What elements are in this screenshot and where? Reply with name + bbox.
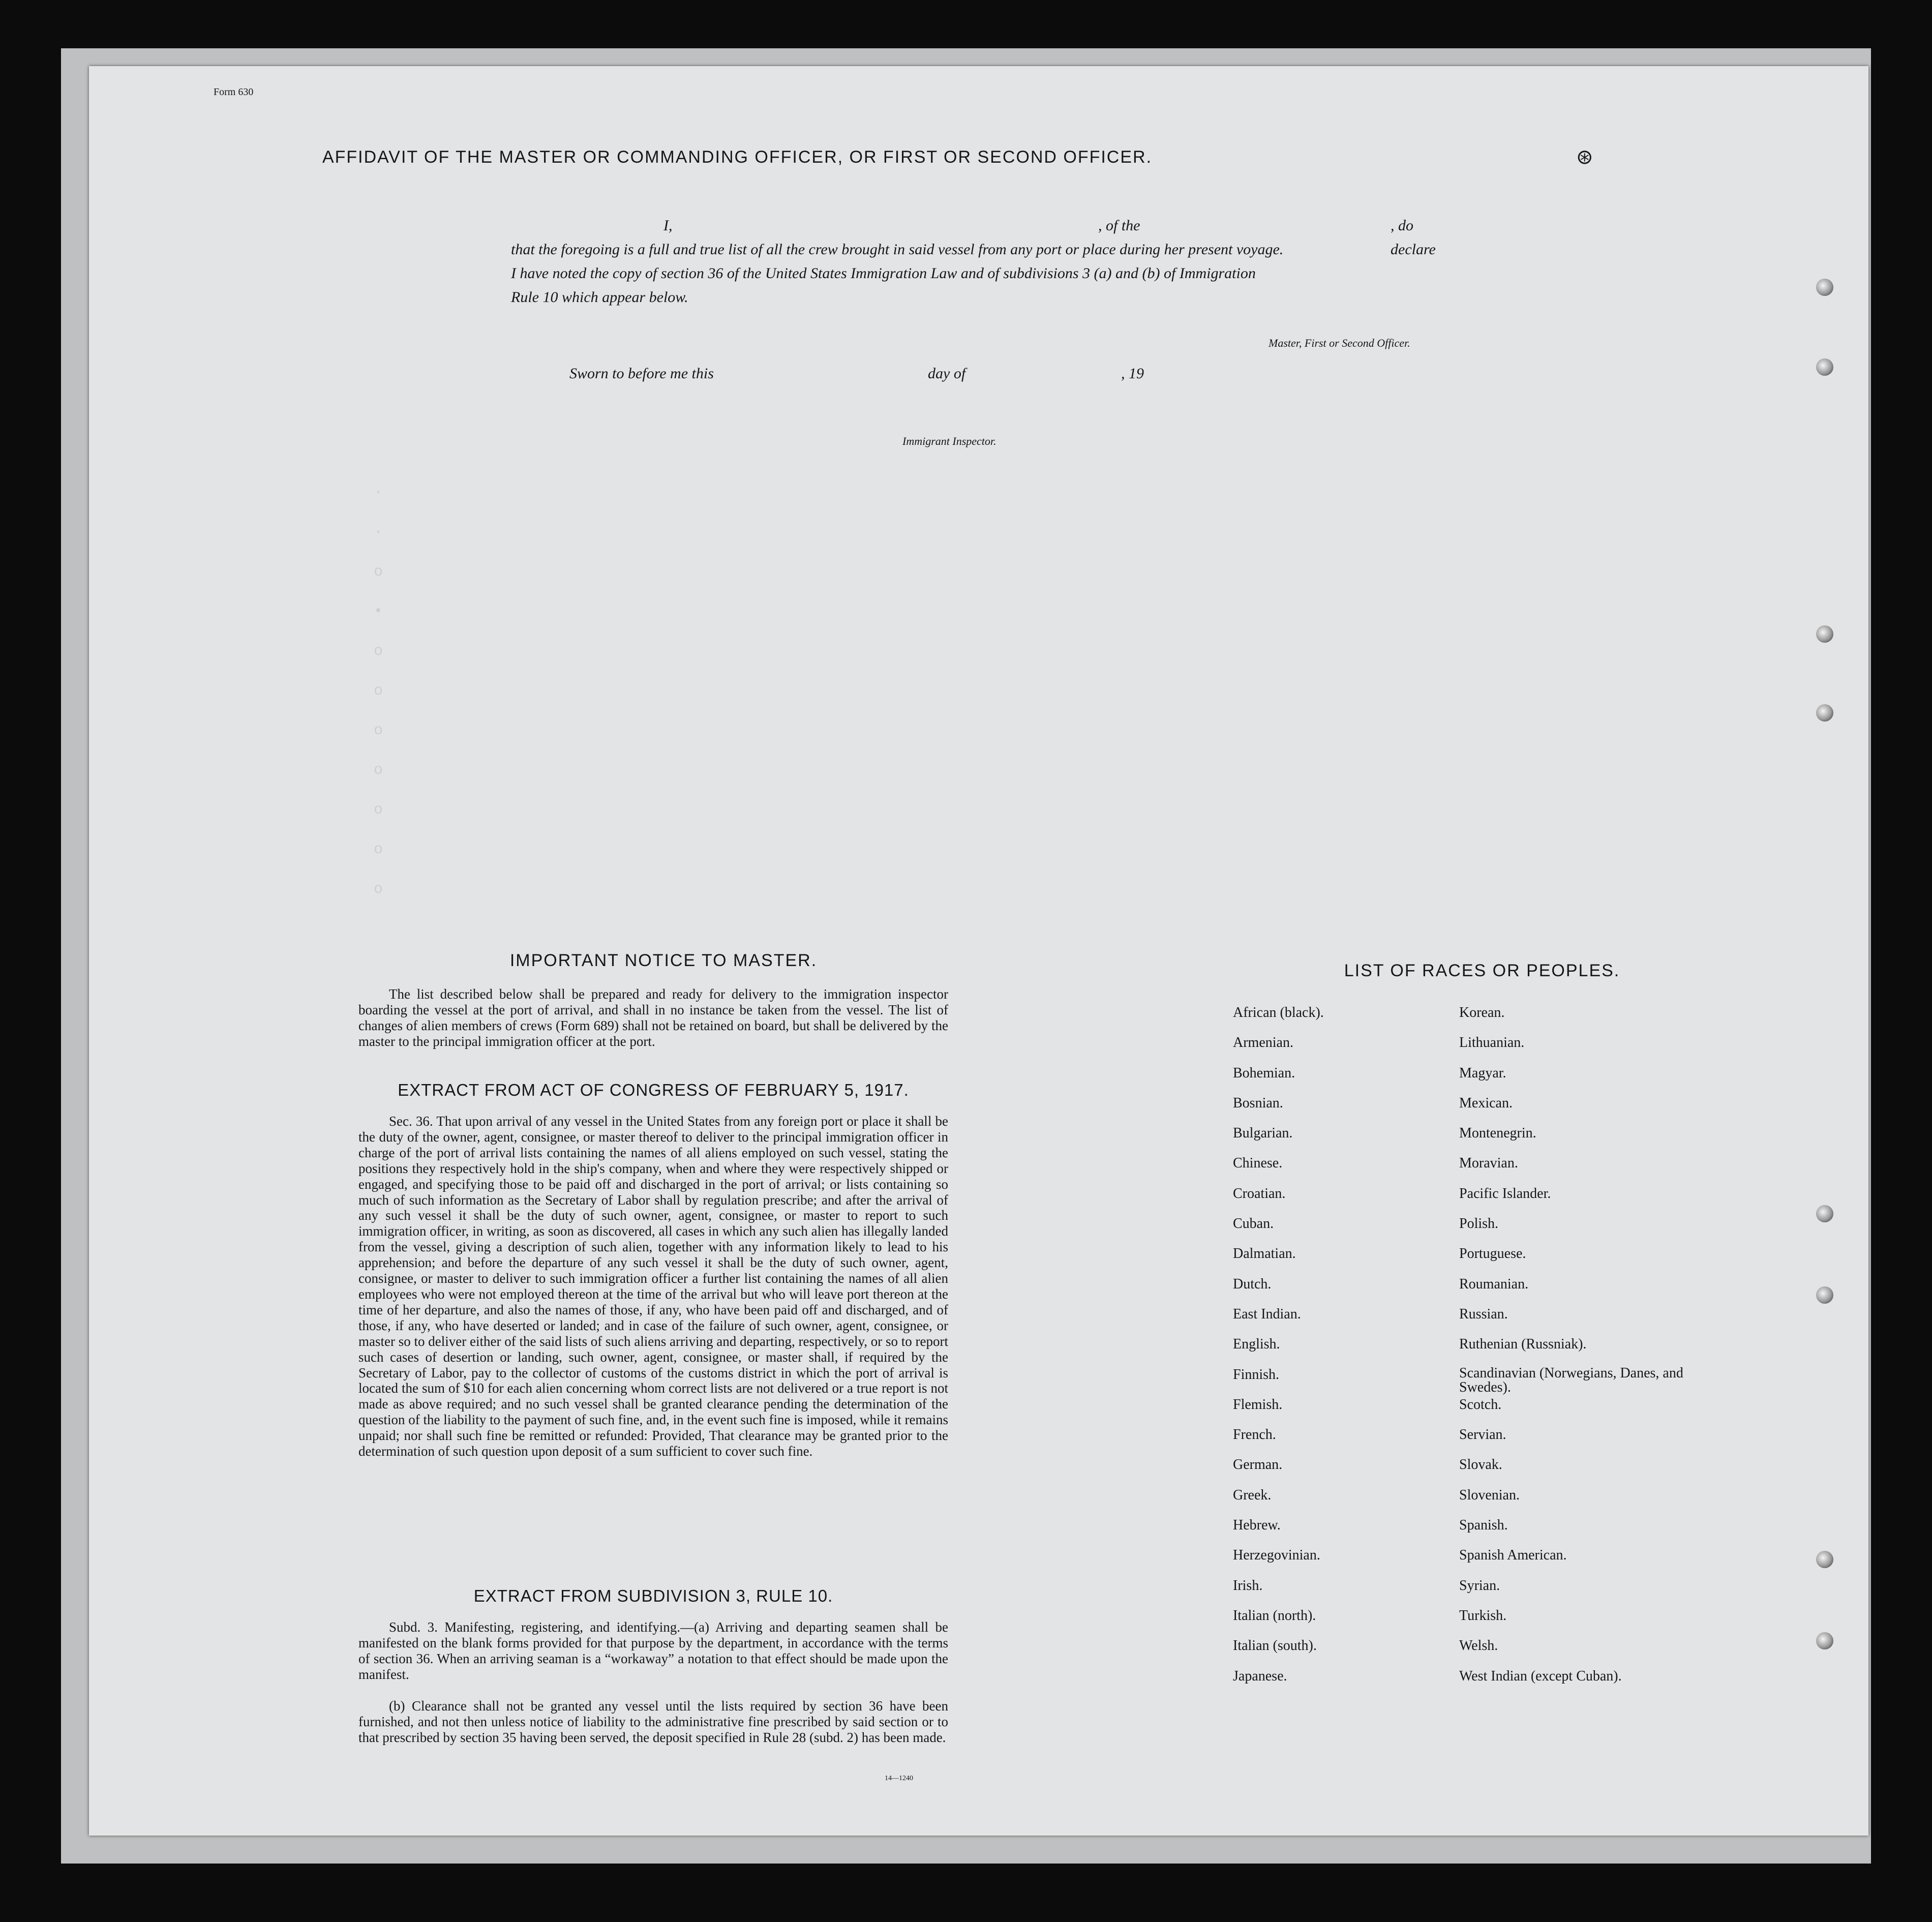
race-item: Turkish.	[1459, 1607, 1507, 1624]
race-item: Bulgarian.	[1233, 1125, 1293, 1142]
race-item: Scandinavian (Norwegians, Danes, and Swedes).	[1459, 1365, 1683, 1395]
race-item: Lithuanian.	[1459, 1035, 1525, 1051]
binder-hole-icon	[1816, 1551, 1833, 1568]
affidavit-line-4: Rule 10 which appear below.	[511, 289, 688, 306]
rule-extract-text-b: (b) Clearance shall not be granted any vessel until the lists required by section 36 have been furnished, and not then unless notice of liability to the administrative fine prescribed by said section or to that prescribed by section 35 having been served, the deposit specified in Rule 28 (subd. 2) has been made.	[358, 1698, 948, 1745]
race-item: Syrian.	[1459, 1577, 1500, 1594]
race-item: Italian (north).	[1233, 1607, 1316, 1624]
act-extract-text: Sec. 36. That upon arrival of any vessel in the United States from any foreign port or place it shall be the duty of the owner, agent, consignee, or master thereof to deliver to the principal immigration officer in charge of the port of arrival lists containing the names of all aliens employed on such vessel, stating the positions they respectively hold in the ship's company, when and where they were respectively shipped or engaged, and specifying those to be paid off and discharged in the port of arrival; or lists containing so much of such information as the Secretary of Labor shall by regulation prescribe; and after the arrival of any such vessel it shall be the duty of such owner, agent, consignee, or master to report to such immigration officer, in writing, as soon as discovered, all cases in which any such alien has illegally landed from the vessel, giving a description of such alien, together with any information likely to lead to his apprehension; and before the departure of any such vessel it shall be the duty of such owner, agent, consignee, or master to deliver to such immigration officer a further list containing the names of all alien employees who were not employed thereon at the time of the arrival but who will leave port thereon at the time of her departure, and also the names of those, if any, who have been paid off and discharged, and of those, if any, who have deserted or landed; and in case of the failure of such owner, agent, consignee, or master so to deliver either of the said lists of such aliens arriving and departing, respectively, or so to report such cases of desertion or landing, such owner, agent, consignee, or master shall, if required by the Secretary of Labor, pay to the collector of customs of the customs district in which the port of arrival is located the sum of $10 for each alien concerning whom correct lists are not delivered or a true report is not made as above required; and no such vessel shall be granted clearance pending the determination of the question of the liability to the payment of such fine, and, in the event such fine is imposed, while it remains unpaid; nor shall such fine be remitted or refunded: Provided, That clearance may be granted prior to the determination of such question upon deposit of a sum sufficient to cover such fine.	[358, 1114, 948, 1459]
form-number: Form 630	[214, 86, 254, 98]
races-column-a	[1233, 1004, 1452, 1698]
year-text: , 19	[1121, 365, 1144, 382]
affidavit-i: I,	[663, 217, 673, 234]
race-item: Irish.	[1233, 1577, 1263, 1594]
rule-extract-text-a: Subd. 3. Manifesting, registering, and identifying.—(a) Arriving and departing seamen shall be manifested on the blank forms provided for that purpose by the department, in accordance with the terms of section 36. When an arriving seaman is a “workaway” a notation to that effect should be made upon the manifest.	[358, 1619, 948, 1682]
race-item: Mexican.	[1459, 1095, 1513, 1111]
affidavit-of-the: , of the	[1098, 217, 1140, 234]
act-extract-title: EXTRACT FROM ACT OF CONGRESS OF FEBRUARY 5, 1917.	[398, 1080, 909, 1099]
race-item: Polish.	[1459, 1216, 1499, 1232]
race-item: Slovenian.	[1459, 1487, 1520, 1503]
sworn-text: Sworn to before me this	[569, 365, 714, 382]
affidavit-declare: , do declare	[1391, 217, 1436, 258]
race-item: Herzegovinian.	[1233, 1547, 1320, 1564]
race-item: French.	[1233, 1427, 1276, 1443]
affidavit-title: AFFIDAVIT OF THE MASTER OR COMMANDING OFFICER, OR FIRST OR SECOND OFFICER.	[322, 147, 1153, 167]
race-item: Bosnian.	[1233, 1095, 1283, 1111]
race-item: Spanish American.	[1459, 1547, 1567, 1564]
rule-extract-title: EXTRACT FROM SUBDIVISION 3, RULE 10.	[473, 1586, 833, 1605]
print-code: 14—1240	[885, 1775, 913, 1782]
race-item: Slovak.	[1459, 1457, 1502, 1473]
race-item: Hebrew.	[1233, 1517, 1281, 1534]
bleed-through-marks: · · o • o o o o o o o	[374, 484, 383, 898]
race-item: Magyar.	[1459, 1065, 1506, 1081]
affidavit-body	[511, 214, 1457, 309]
inspector-label: Immigrant Inspector.	[902, 435, 997, 447]
race-item: Russian.	[1459, 1306, 1508, 1322]
notice-title: IMPORTANT NOTICE TO MASTER.	[509, 951, 818, 970]
race-item: West Indian (except Cuban).	[1459, 1668, 1622, 1684]
binder-hole-icon	[1816, 1205, 1833, 1222]
race-item: Servian.	[1459, 1427, 1506, 1443]
race-item: East Indian.	[1233, 1306, 1301, 1322]
race-item: Italian (south).	[1233, 1638, 1317, 1654]
race-item: Armenian.	[1233, 1035, 1293, 1051]
race-item: Croatian.	[1233, 1185, 1286, 1202]
race-item: Bohemian.	[1233, 1065, 1295, 1081]
race-item: Montenegrin.	[1459, 1125, 1536, 1142]
binder-hole-icon	[1816, 1286, 1833, 1304]
race-item: Flemish.	[1233, 1396, 1283, 1413]
affidavit-line-3: I have noted the copy of section 36 of the United States Immigration Law and of subdivisions 3 (a) and (b) of Immigration	[511, 265, 1256, 282]
race-item: German.	[1233, 1457, 1283, 1473]
binder-hole-icon	[1816, 1632, 1833, 1649]
race-item: Moravian.	[1459, 1155, 1518, 1172]
binder-hole-icon	[1816, 279, 1833, 296]
binder-hole-icon	[1816, 358, 1833, 376]
race-item: Japanese.	[1233, 1668, 1287, 1684]
race-item: Portuguese.	[1459, 1246, 1526, 1262]
race-item: Finnish.	[1233, 1366, 1280, 1383]
races-title: LIST OF RACES OR PEOPLES.	[1344, 961, 1620, 980]
race-item: Greek.	[1233, 1487, 1272, 1503]
race-item: Scotch.	[1459, 1396, 1502, 1413]
stamp-mark: ⊛	[1576, 145, 1593, 168]
race-item: Spanish.	[1459, 1517, 1508, 1534]
race-item: Pacific Islander.	[1459, 1185, 1551, 1202]
race-item: African (black).	[1233, 1005, 1324, 1020]
affidavit-line-2: that the foregoing is a full and true list of all the crew brought in said vessel from any port or place during her present voyage.	[511, 241, 1284, 258]
race-item: Korean.	[1459, 1005, 1505, 1020]
race-item: Ruthenian (Russniak).	[1459, 1336, 1587, 1353]
race-item: Dutch.	[1233, 1276, 1272, 1292]
notice-text: The list described below shall be prepared and ready for delivery to the immigration inspector boarding the vessel at the port of arrival, and shall in no instance be taken from the vessel. The list of changes of alien members of crews (Form 689) shall not be retained on board, but shall be delivered by the master to the principal immigration officer at the port.	[358, 986, 948, 1049]
race-item: English.	[1233, 1336, 1280, 1353]
day-of-text: day of	[928, 365, 966, 382]
race-item: Chinese.	[1233, 1155, 1283, 1172]
signature-label: Master, First or Second Officer.	[1269, 337, 1410, 349]
race-item: Dalmatian.	[1233, 1246, 1296, 1262]
race-item: Cuban.	[1233, 1216, 1274, 1232]
binder-hole-icon	[1816, 625, 1833, 643]
race-item: Welsh.	[1459, 1638, 1498, 1654]
binder-hole-icon	[1816, 704, 1833, 722]
form-sheet	[89, 66, 1868, 1836]
races-column-b	[1459, 1004, 1688, 1698]
race-item: Roumanian.	[1459, 1276, 1529, 1292]
